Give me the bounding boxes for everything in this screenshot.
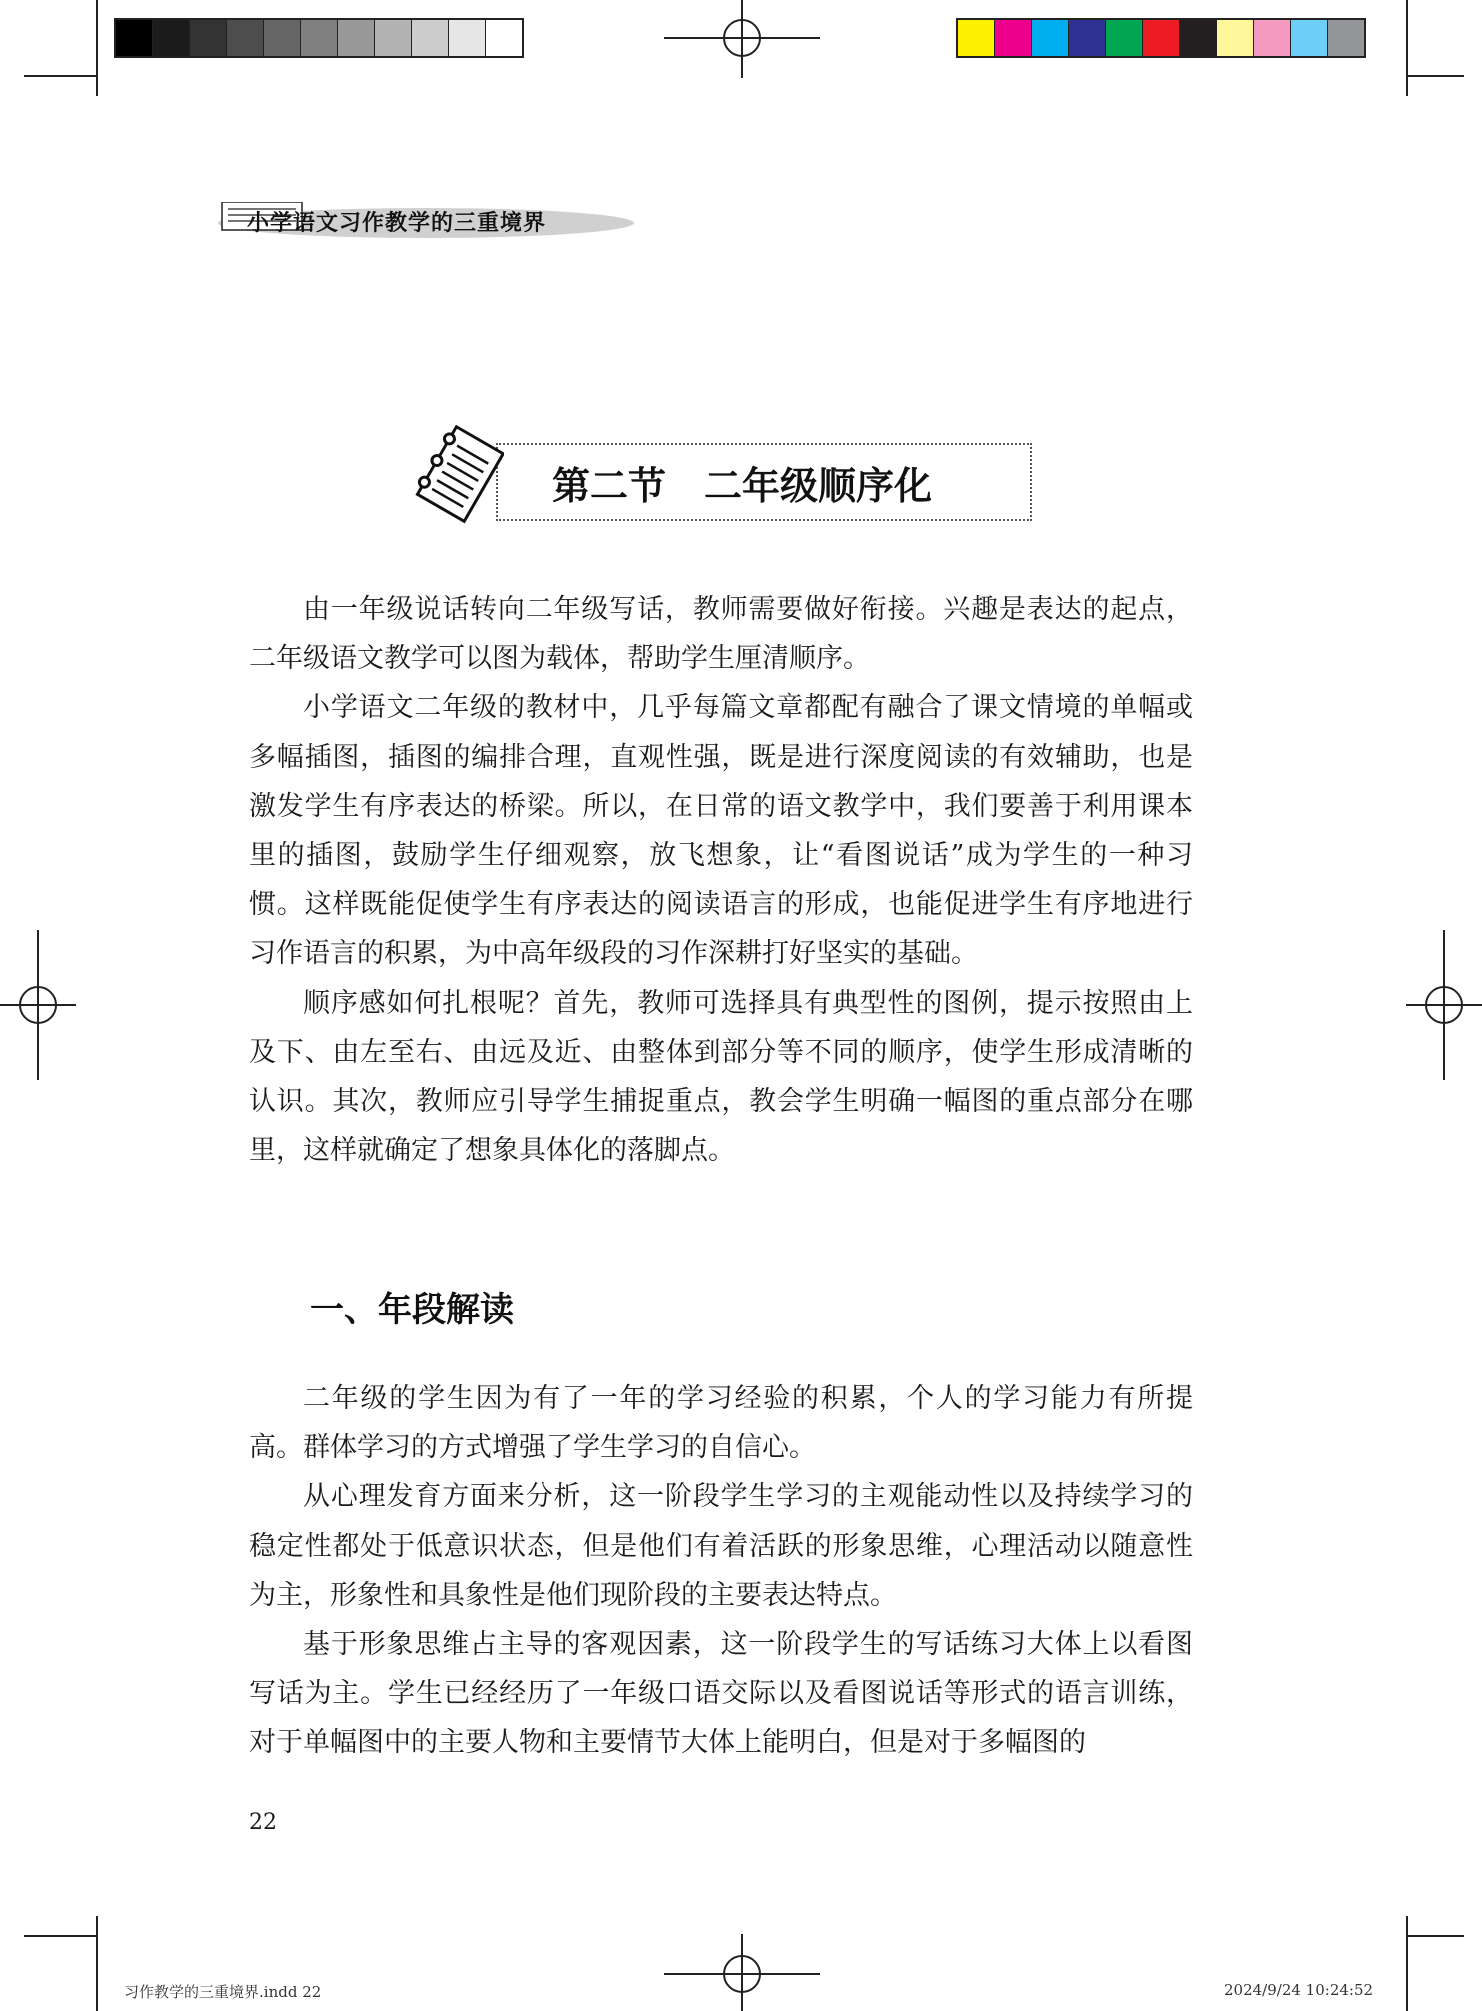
paragraph: 由一年级说话转向二年级写话，教师需要做好衔接。兴趣是表达的起点，二年级语文教学可以图为载体，帮助学生厘清顺序。 (249, 594, 1193, 675)
color-swatch (1254, 20, 1291, 56)
color-swatch (375, 20, 412, 56)
slug-file-name: 习作教学的三重境界.indd 22 (124, 1983, 322, 2001)
color-swatch (264, 20, 301, 56)
color-swatch (1032, 20, 1069, 56)
crop-mark (1408, 1935, 1464, 1937)
paragraph: 基于形象思维占主导的客观因素，这一阶段学生的写话练习大体上以看图写话为主。学生已经经历了一年级口语交际以及看图说话等形式的语言训练，对于单幅图中的主要人物和主要情节大体上能明白，但是对于多幅图的 (249, 1629, 1193, 1759)
color-swatch (995, 20, 1032, 56)
color-swatch (190, 20, 227, 56)
color-swatch (449, 20, 486, 56)
running-title: 小学语文习作教学的三重境界 (247, 211, 547, 236)
crop-mark (96, 1916, 98, 2011)
color-swatch (1180, 20, 1217, 56)
registration-mark-bottom (664, 1930, 820, 2011)
paragraph: 小学语文二年级的教材中，几乎每篇文章都配有融合了课文情境的单幅或多幅插图，插图的编排合理，直观性强，既是进行深度阅读的有效辅助，也是激发学生有序表达的桥梁。所以，在日常的语文教学中，我们要善于利用课本里的插图，鼓励学生仔细观察，放飞想象，让“看图说话”成为学生的一种习惯。这样既能促使学生有序表达的阅读语言的形成，也能促进学生有序地进行习作语言的积累，为中高年级段的习作深耕打好坚实的基础。 (249, 692, 1193, 970)
color-swatch (412, 20, 449, 56)
intro-text (249, 585, 1193, 1175)
subsection-text (249, 1374, 1193, 1768)
paragraph: 二年级的学生因为有了一年的学习经验的积累，个人的学习能力有所提高。群体学习的方式增强了学生学习的自信心。 (249, 1383, 1193, 1464)
color-swatch (958, 20, 995, 56)
notepad-icon (404, 420, 504, 530)
color-swatch (1106, 20, 1143, 56)
registration-mark-top (664, 0, 820, 80)
color-swatch (116, 20, 153, 56)
color-bar (956, 18, 1366, 58)
color-swatch (1328, 20, 1364, 56)
color-swatch (1069, 20, 1106, 56)
crop-mark (96, 0, 98, 96)
color-swatch (338, 20, 375, 56)
crop-mark (1406, 1916, 1408, 2011)
crop-mark (24, 75, 96, 77)
color-swatch (227, 20, 264, 56)
color-swatch (1143, 20, 1180, 56)
color-swatch (301, 20, 338, 56)
subsection-heading: 一、年段解读 (310, 1290, 514, 1330)
registration-mark-left (0, 930, 76, 1080)
section-title: 第二节 二年级顺序化 (552, 464, 933, 508)
page-number: 22 (249, 1810, 277, 1835)
crop-mark (24, 1935, 96, 1937)
paragraph: 顺序感如何扎根呢？首先，教师可选择具有典型性的图例，提示按照由上及下、由左至右、由远及近、由整体到部分等不同的顺序，使学生形成清晰的认识。其次，教师应引导学生捕捉重点，教会学生明确一幅图的重点部分在哪里，这样就确定了想象具体化的落脚点。 (249, 987, 1193, 1167)
paragraph: 从心理发育方面来分析，这一阶段学生学习的主观能动性以及持续学习的稳定性都处于低意识状态，但是他们有着活跃的形象思维，心理活动以随意性为主，形象性和具象性是他们现阶段的主要表达特点。 (249, 1481, 1193, 1611)
grayscale-bar (114, 18, 524, 58)
color-swatch (1217, 20, 1254, 56)
slug-timestamp: 2024/9/24 10:24:52 (1224, 1981, 1374, 1999)
crop-mark (1406, 0, 1408, 96)
color-swatch (1291, 20, 1328, 56)
color-swatch (486, 20, 522, 56)
color-swatch (153, 20, 190, 56)
registration-mark-right (1406, 930, 1482, 1080)
crop-mark (1408, 75, 1464, 77)
